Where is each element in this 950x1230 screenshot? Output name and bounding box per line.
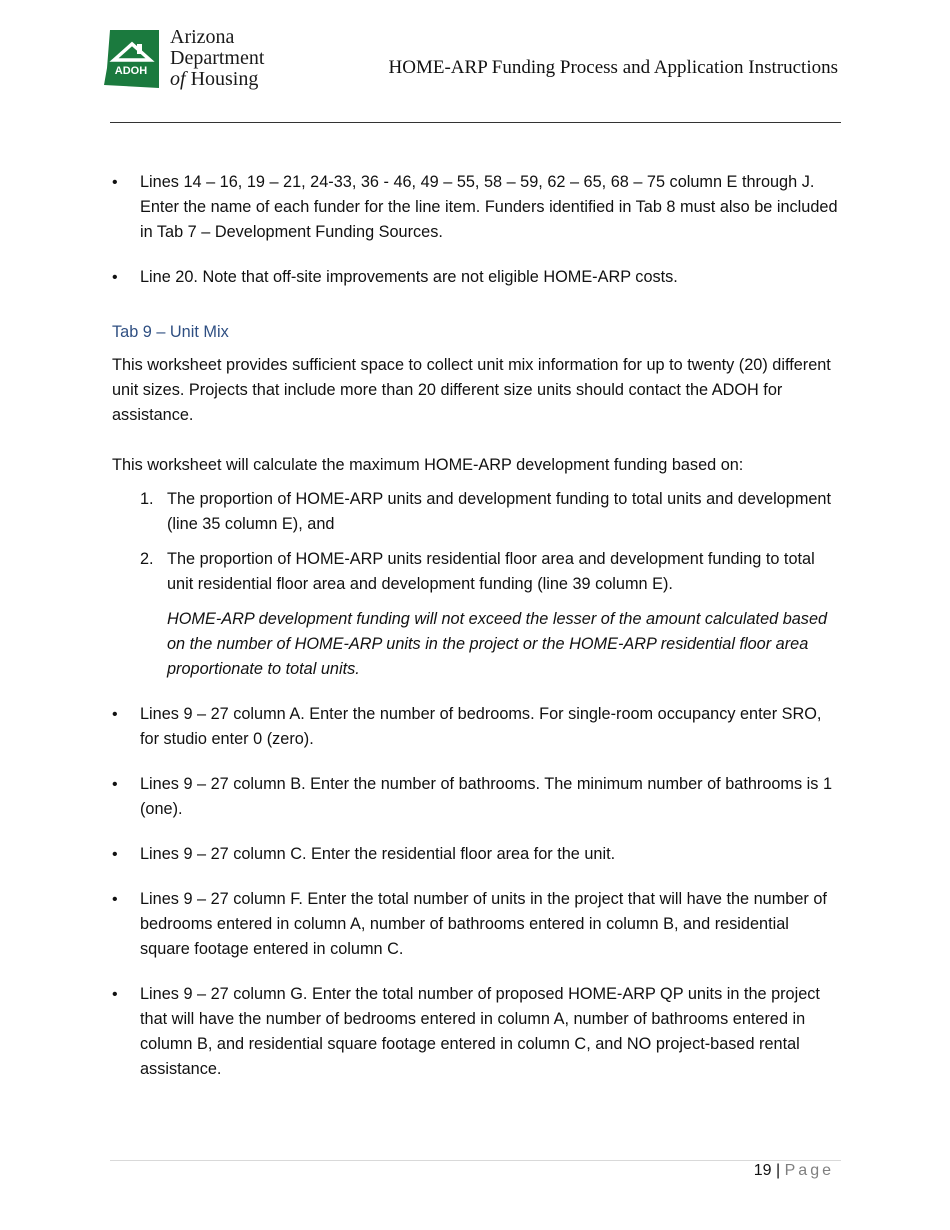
numbered-item-number: 2. — [140, 550, 154, 568]
bullet-item-column-f: • Lines 9 – 27 column F. Enter the total number of units in the project that will have the number of bedrooms entered in column A, number of bathrooms entered in column B, and residential square footage entered in column C. — [112, 887, 840, 962]
adoh-logo — [104, 27, 279, 93]
document-body — [112, 170, 840, 1102]
numbered-list — [140, 487, 840, 597]
numbered-item-text: The proportion of HOME-ARP units residential floor area and development funding to total unit residential floor area and development funding (line 39 column E). — [167, 550, 815, 593]
logo-of: of — [170, 68, 186, 90]
bullet-item-column-g: • Lines 9 – 27 column G. Enter the total number of proposed HOME-ARP QP units in the project that will have the number of bedrooms entered in column A, number of bathrooms entered in column B, and residential square footage entered in column C, and NO project-based rental assistance. — [112, 982, 840, 1082]
numbered-item-text: The proportion of HOME-ARP units and development funding to total units and development (line 35 column E), and — [167, 490, 832, 533]
logo-housing: Housing — [185, 68, 259, 90]
section-heading: Tab 9 – Unit Mix — [112, 323, 229, 341]
bullet-item-column-a: • Lines 9 – 27 column A. Enter the number of bedrooms. For single-room occupancy enter SRO, for studio enter 0 (zero). — [112, 702, 840, 752]
page-label: Page — [784, 1162, 834, 1179]
page-footer — [754, 1162, 834, 1180]
document-title: HOME-ARP Funding Process and Application Instructions — [388, 57, 838, 78]
logo-line-housing — [170, 69, 264, 90]
page-separator: | — [771, 1162, 785, 1179]
numbered-item-number: 1. — [140, 490, 154, 508]
numbered-item — [140, 487, 840, 537]
header-divider — [110, 122, 841, 123]
bullet-item-column-c: • Lines 9 – 27 column C. Enter the residential floor area for the unit. — [112, 842, 840, 867]
bullet-item-column-b: • Lines 9 – 27 column B. Enter the number of bathrooms. The minimum number of bathrooms is 1 (one). — [112, 772, 840, 822]
italic-note: HOME-ARP development funding will not exceed the lesser of the amount calculated based on the number of HOME-ARP units in the project or the HOME-ARP residential floor area proportionate to total units. — [167, 610, 828, 678]
bullet-item-funders: • Lines 14 – 16, 19 – 21, 24-33, 36 - 46, 49 – 55, 58 – 59, 62 – 65, 68 – 75 column E through J. Enter the name of each funder for the line item. Funders identified in Tab 8 must also be included in Tab 7 – Development Funding Sources. — [112, 170, 840, 245]
footer-divider — [110, 1160, 841, 1161]
logo-line-department: Department — [170, 47, 265, 69]
bullet-item-offsite: • Line 20. Note that off-site improvements are not eligible HOME-ARP costs. — [112, 265, 840, 290]
page-number: 19 — [753, 1162, 772, 1179]
numbered-item — [140, 547, 840, 597]
arizona-state-icon — [104, 30, 160, 88]
logo-wordmark — [170, 27, 264, 90]
logo-badge-text: ADOH — [114, 65, 148, 77]
logo-line-arizona: Arizona — [170, 26, 235, 48]
paragraph-unit-sizes: This worksheet provides sufficient space to collect unit mix information for up to twenty (20) different unit sizes. Projects that include more than 20 different size units should contact the ADOH for assistance. — [112, 356, 831, 424]
paragraph-calculation: This worksheet will calculate the maximum HOME-ARP development funding based on: — [112, 456, 744, 474]
